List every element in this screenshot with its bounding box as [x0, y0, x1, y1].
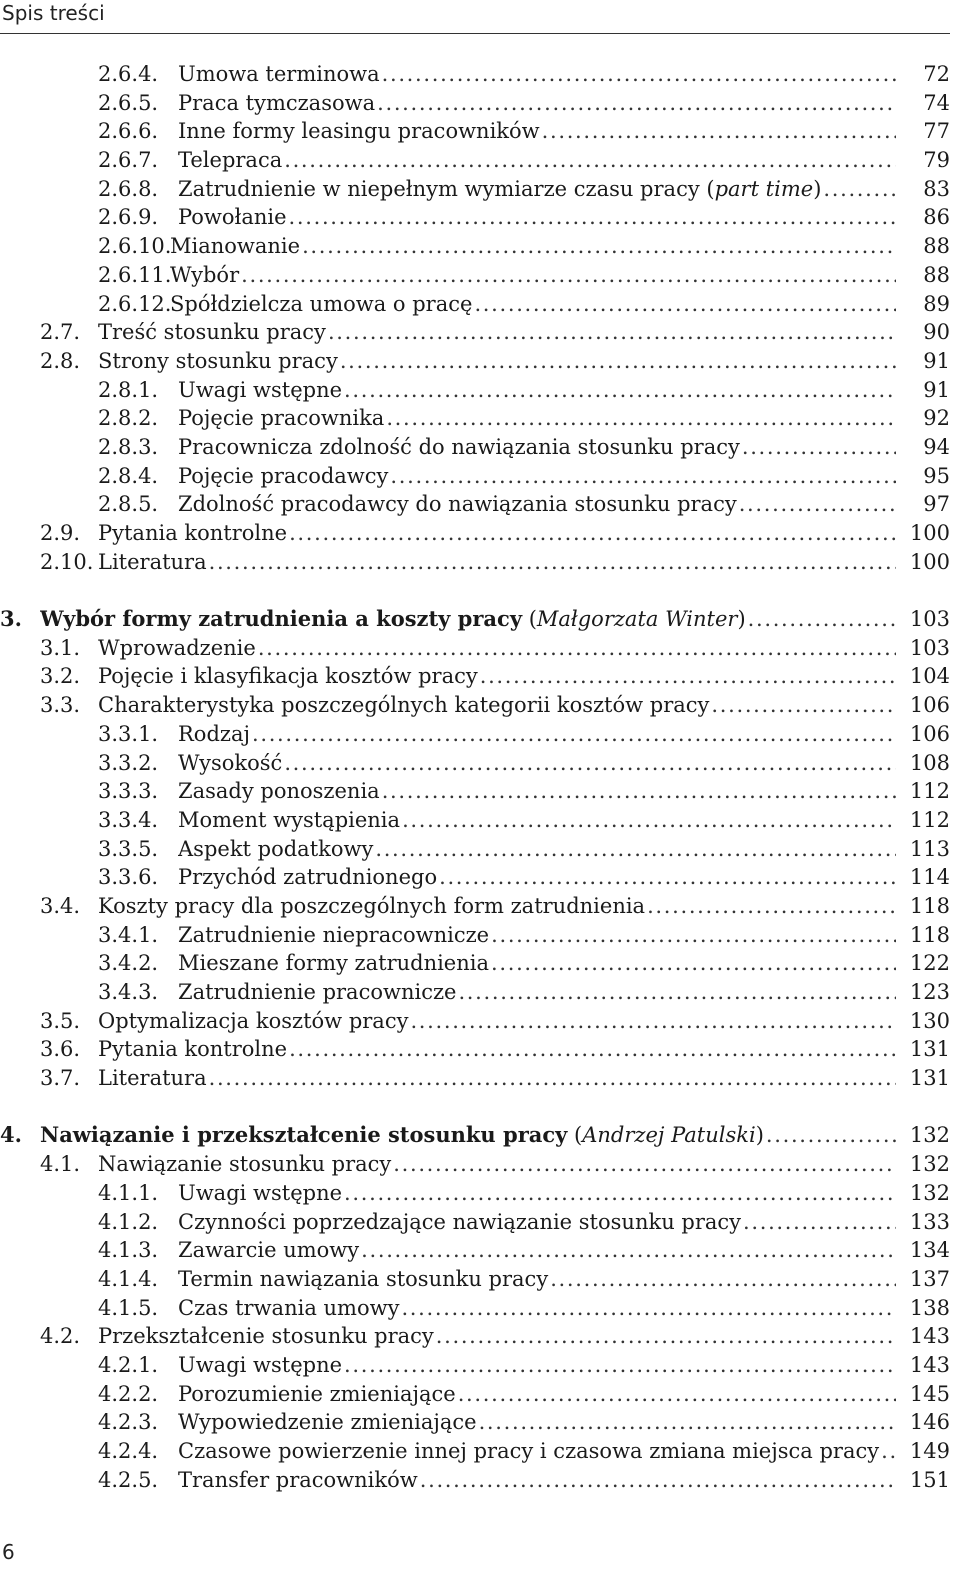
- dot-leader: [328, 318, 896, 347]
- dot-leader: [344, 376, 896, 405]
- toc-entry-number: 3.3.2.: [98, 750, 159, 775]
- toc-entry[interactable]: [0, 634, 950, 663]
- dot-leader: [377, 89, 896, 118]
- toc-entry-title-wrap: [178, 60, 896, 89]
- toc-entry-number: 2.6.10.: [98, 234, 172, 259]
- dot-leader: [766, 1121, 896, 1150]
- toc-entry-title: Czas trwania umowy: [178, 1295, 400, 1320]
- toc-entry[interactable]: [0, 1351, 950, 1380]
- toc-entry[interactable]: [0, 175, 950, 204]
- toc-entry[interactable]: [0, 203, 950, 232]
- toc-entry-title-wrap: [98, 662, 896, 691]
- dot-leader: [743, 1208, 896, 1237]
- toc-entry-page: 149: [909, 1439, 950, 1463]
- toc-entry-number: 3.4.: [40, 893, 81, 918]
- dot-leader: [209, 548, 896, 577]
- toc-entry-title: Zatrudnienie w niepełnym wymiarze czasu pracy (: [178, 176, 715, 201]
- toc-entry-page: 114: [909, 865, 950, 890]
- toc-entry-title-wrap: [178, 1236, 896, 1265]
- toc-entry-title: Wprowadzenie: [98, 635, 256, 660]
- toc-entry[interactable]: [0, 1265, 950, 1294]
- header-rule: [0, 33, 950, 34]
- toc-entry-number: 2.7.: [40, 320, 81, 345]
- toc-entry-author: (Andrzej Patulski): [567, 1123, 764, 1148]
- toc-entry-title-wrap: [178, 203, 896, 232]
- toc-entry[interactable]: [0, 290, 950, 319]
- toc-entry-title-wrap: [178, 806, 896, 835]
- toc-entry-title: Wybór formy zatrudnienia a koszty pracy: [40, 606, 523, 632]
- toc-entry-title: Zdolność pracodawcy do nawiązania stosunku pracy: [178, 492, 737, 517]
- dot-leader: [420, 1466, 896, 1495]
- toc-entry-title-wrap: [178, 835, 896, 864]
- toc-entry[interactable]: [0, 1294, 950, 1323]
- toc-entry[interactable]: [0, 146, 950, 175]
- toc-entry[interactable]: [0, 921, 950, 950]
- toc-entry-page: 134: [909, 1238, 950, 1263]
- toc-entry[interactable]: [0, 1322, 950, 1351]
- toc-entry-page: 88: [923, 234, 950, 259]
- toc-entry-title-wrap: [178, 1466, 896, 1495]
- toc-entry[interactable]: [0, 892, 950, 921]
- toc-entry-title: Aspekt podatkowy: [178, 836, 374, 861]
- toc-entry-page: 112: [909, 779, 950, 804]
- toc-entry-number: 2.6.8.: [98, 176, 159, 201]
- toc-entry-title-wrap: [178, 978, 896, 1007]
- toc-entry[interactable]: [0, 347, 950, 376]
- dot-leader: [289, 203, 896, 232]
- toc-entry-title: Charakterystyka poszczególnych kategorii kosztów pracy: [98, 693, 710, 718]
- toc-entry-title: Powołanie: [178, 205, 287, 230]
- toc-entry-page: 132: [909, 1123, 950, 1148]
- toc-entry-number: 4.2.3.: [98, 1410, 159, 1435]
- toc-entry-title: Przychód zatrudnionego: [178, 865, 438, 890]
- dot-leader: [647, 892, 896, 921]
- toc-entry[interactable]: [0, 949, 950, 978]
- toc-entry-title: Nawiązanie i przekształcenie stosunku pracy: [40, 1122, 568, 1148]
- toc-entry-number: 3.6.: [40, 1037, 81, 1062]
- toc-entry-page: 132: [909, 1152, 950, 1177]
- toc-entry-title: Treść stosunku pracy: [98, 320, 326, 345]
- toc-entry-page: 94: [923, 434, 950, 459]
- dot-leader: [258, 634, 896, 663]
- toc-entry[interactable]: [0, 1035, 950, 1064]
- dot-leader: [361, 1236, 896, 1265]
- toc-entry-number: 3.7.: [40, 1066, 81, 1091]
- toc-entry-page: 108: [909, 750, 950, 775]
- toc-entry-page: 74: [923, 90, 950, 115]
- dot-leader: [340, 347, 896, 376]
- toc-entry-title: Pytania kontrolne: [98, 1037, 288, 1062]
- dot-leader: [742, 433, 896, 462]
- toc-entry-number: 3.5.: [40, 1008, 81, 1033]
- toc-entry-author: (Małgorzata Winter): [522, 607, 746, 632]
- toc-entry[interactable]: [0, 60, 950, 89]
- toc-entry-number: 3.3.6.: [98, 865, 159, 890]
- toc-entry-title: Literatura: [98, 1066, 207, 1091]
- toc-entry-page: 103: [909, 607, 950, 632]
- toc-entry-title-wrap: [178, 175, 896, 204]
- toc-entry-number: 2.8.: [40, 348, 81, 373]
- toc-entry[interactable]: [0, 605, 950, 634]
- toc-entry-page: 122: [909, 951, 950, 976]
- toc-entry-title-wrap: [98, 347, 896, 376]
- toc-entry-title: Uwagi wstępne: [178, 1352, 343, 1377]
- toc-entry-title-wrap: [98, 1322, 896, 1351]
- toc-entry[interactable]: [0, 978, 950, 1007]
- toc-entry-page: 113: [909, 836, 950, 861]
- toc-entry-title: Koszty pracy dla poszczególnych form zatrudnienia: [98, 893, 646, 918]
- toc-entry-number: 2.9.: [40, 521, 81, 545]
- toc-entry-title-wrap: [40, 605, 896, 634]
- toc-entry[interactable]: [0, 404, 950, 433]
- toc-entry-title-wrap: [98, 519, 896, 548]
- toc-entry-title-wrap: [178, 921, 896, 950]
- toc-entry-title-wrap: [98, 1064, 896, 1093]
- dot-leader: [711, 691, 896, 720]
- toc-entry-page: 137: [909, 1266, 950, 1291]
- toc-entry-number: 2.10.: [40, 549, 94, 574]
- toc-entry-close-paren: ): [813, 176, 822, 201]
- toc-entry-title: Moment wystąpienia: [178, 807, 401, 832]
- toc-entry-page: 90: [923, 320, 950, 345]
- toc-entry-title-wrap: [170, 232, 896, 261]
- toc-entry[interactable]: [0, 720, 950, 749]
- toc-entry-page: 77: [923, 119, 950, 144]
- toc-entry[interactable]: [0, 662, 950, 691]
- toc-entry-page: 104: [909, 664, 950, 689]
- toc-entry-title-wrap: [170, 290, 896, 319]
- toc-entry-title: Umowa terminowa: [178, 62, 380, 86]
- toc-entry-number: 2.6.12.: [98, 291, 172, 316]
- toc-entry-title-wrap: [98, 318, 896, 347]
- dot-leader: [289, 519, 896, 548]
- toc-entry[interactable]: [0, 1466, 950, 1495]
- toc-entry-title: Wysokość: [178, 750, 283, 775]
- dot-leader: [390, 462, 896, 491]
- toc-entry-page: 106: [909, 721, 950, 746]
- toc-entry-page: 79: [923, 148, 950, 173]
- toc-entry-title-wrap: [98, 1007, 896, 1036]
- toc-entry-page: 88: [923, 262, 950, 287]
- toc-entry-title: Nawiązanie stosunku pracy: [98, 1152, 392, 1177]
- toc-entry-title-wrap: [98, 548, 896, 577]
- toc-entry[interactable]: [0, 1007, 950, 1036]
- toc-entry[interactable]: [0, 1437, 950, 1466]
- toc-entry-italic-term: part time: [714, 176, 814, 201]
- toc-entry-page: 103: [909, 635, 950, 660]
- toc-entry-page: 131: [909, 1066, 950, 1091]
- toc-entry-title-wrap: [178, 1179, 896, 1208]
- dot-leader: [344, 1179, 896, 1208]
- page-number: 6: [2, 1540, 15, 1564]
- toc-entry-page: 146: [909, 1410, 950, 1435]
- author-name: Małgorzata Winter: [536, 607, 738, 632]
- toc-entry[interactable]: [0, 1064, 950, 1093]
- toc-entry-number: 4.1.1.: [98, 1180, 159, 1205]
- toc-entry[interactable]: [0, 863, 950, 892]
- toc-entry-number: 4.1.4.: [98, 1266, 159, 1291]
- toc-entry-number: 2.8.5.: [98, 492, 159, 517]
- toc-entry-number: 3.1.: [40, 635, 81, 660]
- toc-entry-title-wrap: [178, 777, 896, 806]
- dot-leader: [375, 835, 896, 864]
- toc-entry-title: Pojęcie pracownika: [178, 406, 385, 431]
- toc-entry[interactable]: [0, 1150, 950, 1179]
- toc-entry-page: 143: [909, 1324, 950, 1349]
- toc-entry-number: 3.: [0, 606, 22, 632]
- dot-leader: [474, 290, 896, 319]
- dot-leader: [344, 1351, 896, 1380]
- toc-entry-page: 97: [923, 492, 950, 517]
- toc-entry[interactable]: [0, 1380, 950, 1409]
- toc-entry-number: 4.2.1.: [98, 1352, 159, 1377]
- toc-entry-number: 3.3.4.: [98, 807, 159, 832]
- toc-entry-title: Strony stosunku pracy: [98, 348, 338, 373]
- toc-entry-number: 2.6.11.: [98, 262, 172, 287]
- dot-leader: [823, 175, 896, 204]
- toc-entry-number: 2.8.4.: [98, 463, 159, 488]
- toc-entry-title-wrap: [98, 691, 896, 720]
- toc-entry-title-wrap: [178, 749, 896, 778]
- dot-leader: [739, 490, 896, 519]
- toc-entry-page: 133: [909, 1209, 950, 1234]
- toc-entry[interactable]: [0, 1208, 950, 1237]
- dot-leader: [479, 1408, 896, 1437]
- toc-entry-number: 4.: [0, 1122, 22, 1148]
- toc-entry[interactable]: [0, 433, 950, 462]
- toc-entry-title: Literatura: [98, 549, 207, 574]
- toc-entry-number: 4.1.3.: [98, 1238, 159, 1263]
- toc-entry-title: Pojęcie pracodawcy: [178, 463, 389, 488]
- toc-entry[interactable]: [0, 1236, 950, 1265]
- dot-leader: [550, 1265, 896, 1294]
- toc-entry-number: 4.2.5.: [98, 1467, 159, 1492]
- toc-entry-title: Porozumienie zmieniające: [178, 1381, 456, 1406]
- toc-entry-title-wrap: [98, 1150, 896, 1179]
- toc-entry-title: Mianowanie: [170, 234, 301, 259]
- toc-entry[interactable]: [0, 232, 950, 261]
- toc-entry-page: 143: [909, 1352, 950, 1377]
- dot-leader: [410, 1007, 896, 1036]
- toc-entry-title: Przekształcenie stosunku pracy: [98, 1324, 434, 1349]
- toc-entry-title: Pracownicza zdolność do nawiązania stosunku pracy: [178, 434, 740, 459]
- toc-entry[interactable]: [0, 261, 950, 290]
- dot-leader: [382, 777, 896, 806]
- toc-entry-title: Mieszane formy zatrudnienia: [178, 951, 490, 976]
- toc-entry-title-wrap: [178, 490, 896, 519]
- toc-entry-title: Zatrudnienie niepracownicze: [178, 922, 490, 947]
- dot-leader: [382, 60, 896, 89]
- toc-entry-number: 2.6.5.: [98, 90, 159, 115]
- toc-entry-number: 2.6.7.: [98, 148, 159, 173]
- toc-entry-page: 95: [923, 463, 950, 488]
- toc-entry-title: Wypowiedzenie zmieniające: [178, 1410, 477, 1435]
- toc-entry-page: 123: [909, 980, 950, 1004]
- toc-entry-number: 3.2.: [40, 664, 81, 689]
- toc-entry-number: 2.8.3.: [98, 434, 159, 459]
- running-head: Spis treści: [2, 1, 105, 25]
- toc-entry[interactable]: [0, 376, 950, 405]
- dot-leader: [439, 863, 896, 892]
- toc-entry-title: Czynności poprzedzające nawiązanie stosunku pracy: [178, 1209, 742, 1234]
- toc-entry-title-wrap: [178, 433, 896, 462]
- dot-leader: [881, 1437, 896, 1466]
- toc-entry-number: 2.8.1.: [98, 377, 159, 402]
- toc-entry-title: Uwagi wstępne: [178, 1180, 343, 1205]
- toc-entry-number: 4.1.: [40, 1152, 81, 1177]
- toc-entry-number: 2.6.9.: [98, 205, 159, 230]
- toc-entry[interactable]: [0, 749, 950, 778]
- toc-entry-page: 130: [909, 1008, 950, 1033]
- toc-entry[interactable]: [0, 691, 950, 720]
- toc-entry-title-wrap: [178, 89, 896, 118]
- toc-entry-title: Wybór: [170, 262, 240, 287]
- toc-entry-title-wrap: [178, 1351, 896, 1380]
- toc-entry-title-wrap: [178, 1380, 896, 1409]
- toc-entry-page: 145: [909, 1381, 950, 1406]
- toc-entry-number: 3.3.5.: [98, 836, 159, 861]
- dot-leader: [289, 1035, 896, 1064]
- toc-entry-page: 91: [923, 377, 950, 402]
- toc-entry[interactable]: [0, 318, 950, 347]
- toc-entry-title-wrap: [98, 634, 896, 663]
- toc-entry-page: 118: [909, 893, 950, 918]
- toc-entry-title: Telepraca: [178, 148, 283, 173]
- toc-entry-number: 4.1.2.: [98, 1209, 159, 1234]
- toc-entry-page: 132: [909, 1180, 950, 1205]
- toc-entry-number: 4.1.5.: [98, 1295, 159, 1320]
- dot-leader: [491, 921, 896, 950]
- dot-leader: [491, 949, 896, 978]
- toc-entry[interactable]: [0, 519, 950, 548]
- toc-entry-number: 4.2.2.: [98, 1381, 159, 1406]
- toc-entry-title-wrap: [178, 1208, 896, 1237]
- toc-entry-title-wrap: [98, 1035, 896, 1064]
- toc-entry-page: 112: [909, 807, 950, 832]
- toc-entry-title-wrap: [178, 1408, 896, 1437]
- toc-entry-title-wrap: [178, 146, 896, 175]
- toc-entry-page: 100: [909, 521, 950, 545]
- dot-leader: [480, 662, 896, 691]
- toc-entry-title: Czasowe powierzenie innej pracy i czasowa zmiana miejsca pracy: [178, 1439, 880, 1463]
- toc-entry-page: 138: [909, 1295, 950, 1320]
- toc-entry[interactable]: [0, 490, 950, 519]
- toc-entry-title-wrap: [178, 949, 896, 978]
- toc-entry[interactable]: [0, 548, 950, 577]
- toc-entry-number: 2.6.4.: [98, 62, 159, 86]
- toc-entry-title-wrap: [178, 863, 896, 892]
- toc-entry-title-wrap: [178, 404, 896, 433]
- dot-leader: [748, 605, 896, 634]
- toc-entry-title: Pojęcie i klasyfikacja kosztów pracy: [98, 664, 478, 689]
- toc-entry-title: Praca tymczasowa: [178, 90, 376, 115]
- toc-entry-page: 118: [909, 922, 950, 947]
- dot-leader: [402, 806, 896, 835]
- toc-entry-number: 2.8.2.: [98, 406, 159, 431]
- toc-entry-title-wrap: [178, 376, 896, 405]
- dot-leader: [209, 1064, 896, 1093]
- toc-entry-title: Transfer pracowników: [178, 1467, 418, 1492]
- dot-leader: [284, 146, 896, 175]
- toc-entry-title-wrap: [178, 117, 896, 146]
- toc-entry-page: 83: [923, 176, 950, 201]
- toc-entry-title: Termin nawiązania stosunku pracy: [178, 1266, 549, 1291]
- toc-entry[interactable]: [0, 1408, 950, 1437]
- dot-leader: [284, 749, 896, 778]
- toc-entry[interactable]: [0, 89, 950, 118]
- toc-entry-title-wrap: [178, 1265, 896, 1294]
- toc-entry-title: Zawarcie umowy: [178, 1238, 360, 1263]
- toc-entry-page: 100: [909, 549, 950, 574]
- toc-entry-title: Zasady ponoszenia: [178, 779, 380, 804]
- author-name: Andrzej Patulski: [582, 1123, 756, 1148]
- toc-entry-page: 131: [909, 1037, 950, 1062]
- toc-entry-number: 3.3.3.: [98, 779, 159, 804]
- toc-entry-page: 89: [923, 291, 950, 316]
- toc-entry[interactable]: [0, 835, 950, 864]
- toc-entry-number: 4.2.4.: [98, 1439, 159, 1463]
- dot-leader: [393, 1150, 896, 1179]
- toc-entry-title: Rodzaj: [178, 721, 250, 746]
- toc-entry-title-wrap: [170, 261, 896, 290]
- dot-leader: [241, 261, 896, 290]
- dot-leader: [252, 720, 896, 749]
- toc-entry[interactable]: [0, 777, 950, 806]
- toc-entry-title-wrap: [178, 462, 896, 491]
- toc-entry[interactable]: [0, 1179, 950, 1208]
- dot-leader: [386, 404, 896, 433]
- dot-leader: [458, 1380, 896, 1409]
- toc-entry-title: Spółdzielcza umowa o pracę: [170, 291, 473, 316]
- toc-entry-page: 72: [923, 62, 950, 86]
- toc-entry-number: 2.6.6.: [98, 119, 159, 144]
- dot-leader: [401, 1294, 896, 1323]
- dot-leader: [542, 117, 896, 146]
- toc-entry[interactable]: [0, 1121, 950, 1150]
- toc-entry-page: 92: [923, 406, 950, 431]
- toc-entry-page: 86: [923, 205, 950, 230]
- toc-entry-page: 106: [909, 693, 950, 718]
- table-of-contents: [0, 60, 950, 1494]
- toc-entry-number: 3.3.: [40, 693, 81, 718]
- toc-entry-title: Inne formy leasingu pracowników: [178, 119, 540, 144]
- dot-leader: [458, 978, 896, 1007]
- toc-entry-title-wrap: [178, 1437, 896, 1466]
- toc-entry-title: Uwagi wstępne: [178, 377, 343, 402]
- toc-entry-number: 3.4.3.: [98, 980, 159, 1004]
- toc-entry-title-wrap: [40, 1121, 896, 1150]
- toc-entry-title: Pytania kontrolne: [98, 521, 288, 545]
- toc-entry-page: 91: [923, 348, 950, 373]
- toc-entry-number: 3.3.1.: [98, 721, 159, 746]
- toc-entry[interactable]: [0, 462, 950, 491]
- toc-entry-title: Zatrudnienie pracownicze: [178, 980, 457, 1004]
- toc-entry[interactable]: [0, 806, 950, 835]
- toc-entry-title-wrap: [178, 720, 896, 749]
- toc-entry[interactable]: [0, 117, 950, 146]
- toc-entry-title: Optymalizacja kosztów pracy: [98, 1008, 409, 1033]
- toc-entry-number: 4.2.: [40, 1324, 81, 1349]
- toc-entry-number: 3.4.2.: [98, 951, 159, 976]
- toc-entry-number: 3.4.1.: [98, 922, 159, 947]
- dot-leader: [302, 232, 896, 261]
- dot-leader: [436, 1322, 896, 1351]
- toc-entry-page: 151: [909, 1467, 950, 1492]
- toc-entry-title-wrap: [178, 1294, 896, 1323]
- toc-entry-title-wrap: [98, 892, 896, 921]
